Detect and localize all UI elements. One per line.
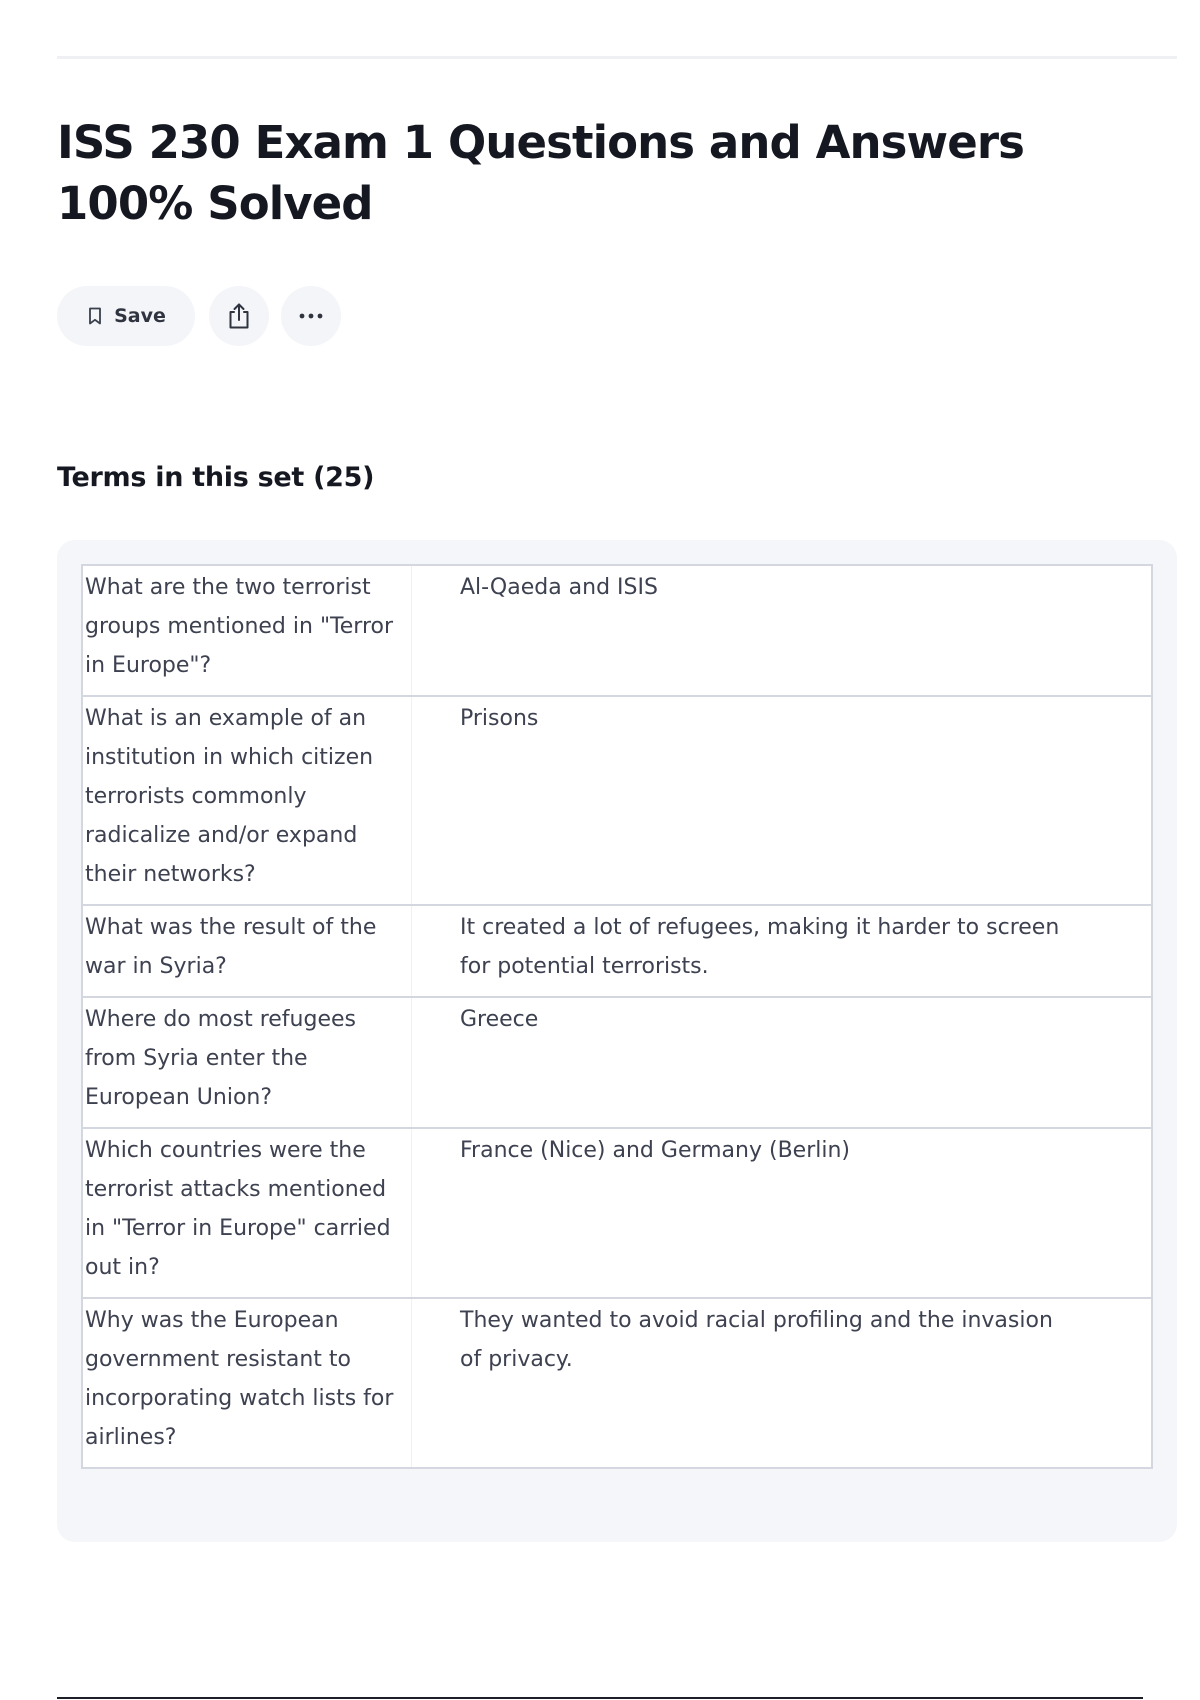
term-cell: Which countries were the terrorist attacks mentioned in "Terror in Europe" carried out in? <box>82 1128 412 1298</box>
term-cell: What are the two terrorist groups mentioned in "Terror in Europe"? <box>82 565 412 696</box>
table-row <box>82 997 1152 1128</box>
table-row <box>82 1298 1152 1468</box>
action-bar <box>57 286 353 346</box>
more-options-button[interactable] <box>281 286 341 346</box>
definition-cell: Al-Qaeda and ISIS <box>412 565 1153 696</box>
top-divider <box>57 56 1177 59</box>
terms-panel <box>57 540 1177 1542</box>
save-label: Save <box>114 305 166 327</box>
term-cell: What was the result of the war in Syria? <box>82 905 412 997</box>
definition-cell: Prisons <box>412 696 1153 905</box>
more-horizontal-icon <box>297 312 325 320</box>
table-row <box>82 696 1152 905</box>
share-icon <box>225 301 253 331</box>
term-cell: Why was the European government resistant to incorporating watch lists for airlines? <box>82 1298 412 1468</box>
definition-cell: Greece <box>412 997 1153 1128</box>
term-cell: Where do most refugees from Syria enter the European Union? <box>82 997 412 1128</box>
term-cell: What is an example of an institution in which citizen terrorists commonly radicalize and/or expand their networks? <box>82 696 412 905</box>
save-button[interactable] <box>57 286 195 346</box>
terms-heading: Terms in this set (25) <box>57 462 375 493</box>
share-button[interactable] <box>209 286 269 346</box>
page-title: ISS 230 Exam 1 Questions and Answers 100% Solved <box>57 116 1025 230</box>
bottom-rule <box>57 1697 1143 1699</box>
table-row <box>82 905 1152 997</box>
definition-cell: France (Nice) and Germany (Berlin) <box>412 1128 1153 1298</box>
terms-table <box>81 564 1153 1469</box>
bookmark-icon <box>86 306 104 326</box>
table-row <box>82 1128 1152 1298</box>
table-row <box>82 565 1152 696</box>
definition-cell: They wanted to avoid racial profiling and the invasion of privacy. <box>412 1298 1153 1468</box>
definition-cell: It created a lot of refugees, making it harder to screen for potential terrorists. <box>412 905 1153 997</box>
